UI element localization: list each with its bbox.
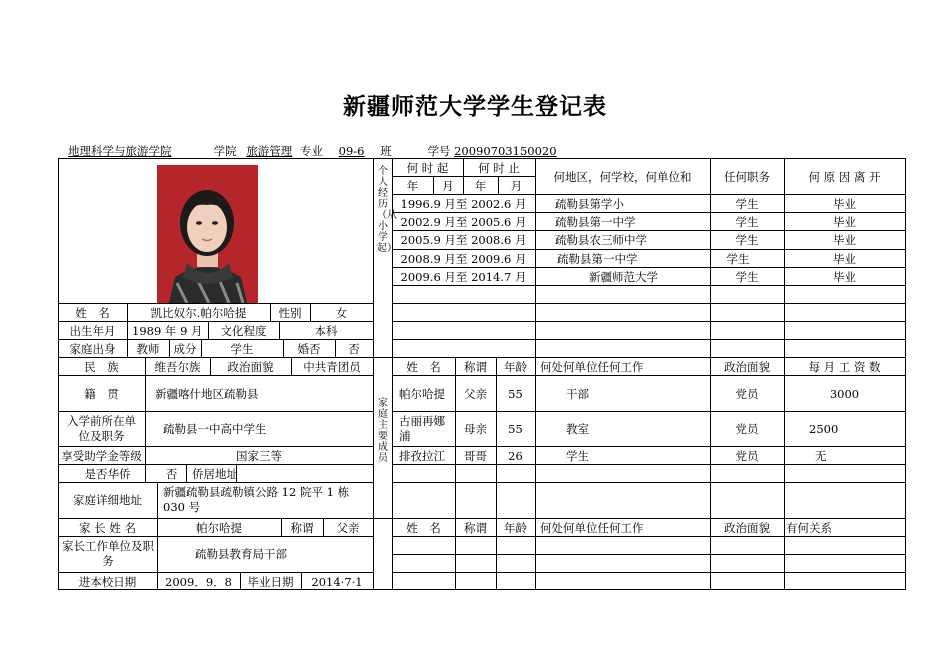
resume-row-place: 疏勒县第一中学	[557, 252, 638, 266]
edu-value: 本科	[314, 324, 338, 338]
parent-rel-value: 父亲	[336, 521, 360, 535]
family-salary-label: 每 月 工 资 数	[808, 360, 881, 374]
family-member-age: 55	[508, 422, 523, 436]
class-label: 班	[380, 144, 392, 158]
family-member-work: 教室	[566, 422, 589, 436]
prev-unit-value: 疏勒县一中高中学生	[163, 422, 267, 436]
family-side-label: 家庭主要成员	[378, 398, 388, 464]
overseas-value: 否	[165, 467, 178, 481]
birth-label: 出生年月	[69, 324, 116, 338]
family-member-rel: 哥哥	[464, 449, 487, 463]
personal-status-value: 学生	[230, 342, 254, 356]
resume-reason-label: 何 原 因 离 开	[808, 170, 881, 184]
family-member-salary: 3000	[829, 387, 860, 401]
resume-row-reason: 毕业	[833, 215, 856, 229]
name-value: 凯比奴尔.帕尔哈提	[150, 306, 247, 320]
class-value: 09-6	[338, 144, 365, 158]
resume-place-label: 何地区，何学校，何单位和	[553, 170, 692, 184]
resume-to-year: 年	[474, 179, 487, 193]
family-member-salary: 无	[815, 449, 827, 463]
relatives-relation-label: 有何关系	[786, 521, 832, 535]
graduate-label: 毕业日期	[247, 575, 294, 589]
family-origin-value: 教师	[136, 342, 160, 356]
resume-row-period: 2002.9 月至 2005.6 月	[400, 215, 527, 229]
resume-row-place: 疏勒县第学小	[555, 197, 624, 211]
family-member-salary: 2500	[809, 422, 839, 436]
enroll-value: 2009．9．8	[165, 575, 232, 589]
gender-value: 女	[335, 306, 348, 320]
family-member-political: 党员	[735, 422, 759, 436]
college-value: 地理科学与旅游学院	[68, 144, 172, 158]
personal-status-label: 成分	[173, 342, 197, 356]
resume-to-month: 月	[510, 179, 523, 193]
prev-unit-label: 入学前所在单位及职务	[67, 414, 136, 443]
resume-row-place: 疏勒县农三师中学	[555, 233, 647, 247]
family-member-work: 学生	[566, 449, 589, 463]
marriage-label: 婚否	[297, 342, 321, 356]
overseas-label: 是否华侨	[84, 467, 131, 481]
resume-from-label: 何 时 起	[406, 161, 449, 175]
ethnicity-value: 维吾尔族	[154, 360, 201, 374]
address-value: 新疆疏勒县疏勒镇公路 12 院平 1 栋 030 号	[163, 485, 350, 514]
birth-value: 1989 年 9 月	[132, 324, 203, 338]
ethnicity-label: 民 族	[84, 360, 119, 374]
family-member-name: 排孜拉江	[399, 449, 445, 463]
grant-value: 国家三等	[236, 449, 282, 463]
resume-row-period: 2008.9 月至 2009.6 月	[400, 252, 527, 266]
portrait-image	[157, 165, 258, 303]
relatives-work-label: 何处何单位任何工作	[540, 521, 644, 535]
grant-label: 享受助学金等级	[61, 449, 142, 463]
family-age-label: 年龄	[504, 360, 527, 374]
political-label: 政治面貌	[227, 360, 274, 374]
resume-to-label: 何 时 止	[478, 161, 520, 175]
student-no-label: 学号	[427, 144, 451, 158]
enroll-label: 进本校日期	[78, 575, 137, 589]
resume-row-role: 学生	[735, 270, 759, 284]
family-name-label: 姓 名	[406, 360, 441, 374]
family-member-name: 帕尔哈提	[399, 387, 445, 401]
resume-row-place: 疏勒县第一中学	[555, 215, 636, 229]
parent-work-value: 疏勒县教育局干部	[195, 547, 287, 561]
address-label: 家庭详细地址	[73, 493, 142, 507]
resume-from-month: 月	[442, 179, 454, 193]
relatives-rel-label: 称谓	[464, 521, 487, 535]
relatives-political-label: 政治面貌	[724, 521, 770, 535]
resume-row-reason: 毕业	[833, 233, 856, 247]
resume-row-role: 学生	[735, 233, 759, 247]
family-member-name: 古丽再娜浦	[399, 414, 445, 443]
parent-work-label: 家长工作单位及职务	[62, 539, 154, 568]
family-member-work: 干部	[566, 387, 589, 401]
family-member-age: 55	[508, 387, 523, 401]
resume-row-place: 新疆师范大学	[589, 270, 658, 284]
major-value: 旅游管理	[246, 144, 293, 158]
family-member-age: 26	[508, 449, 523, 463]
graduate-value: 2014·7·1	[311, 575, 363, 589]
parent-rel-label: 称谓	[290, 521, 314, 535]
family-member-rel: 父亲	[464, 387, 487, 401]
resume-row-reason: 毕业	[833, 197, 856, 211]
parent-name-label: 家 长 姓 名	[79, 521, 136, 535]
family-member-political: 党员	[735, 449, 759, 463]
family-member-rel: 母亲	[464, 422, 487, 436]
family-political-label: 政治面貌	[724, 360, 770, 374]
parent-name-value: 帕尔哈提	[196, 521, 242, 535]
resume-row-period: 2009.6 月至 2014.7 月	[400, 270, 527, 284]
resume-row-period: 2005.9 月至 2008.6 月	[400, 233, 527, 247]
political-value: 中共青团员	[303, 360, 361, 374]
resume-row-period: 1996.9 月至 2002.6 月	[400, 197, 527, 211]
resume-row-reason: 毕业	[833, 270, 856, 284]
resume-row-role: 学生	[735, 197, 759, 211]
college-label: 学院	[213, 144, 237, 158]
name-label: 姓 名	[75, 306, 110, 320]
edu-label: 文化程度	[220, 324, 267, 338]
resume-role-label: 任何职务	[724, 170, 770, 184]
native-label: 籍 贯	[84, 387, 119, 401]
gender-label: 性别	[278, 306, 302, 320]
family-origin-label: 家庭出身	[69, 342, 116, 356]
major-label: 专业	[299, 144, 323, 158]
relatives-age-label: 年龄	[504, 521, 527, 535]
resume-row-role: 学生	[726, 252, 750, 266]
relatives-name-label: 姓 名	[406, 521, 441, 535]
family-member-political: 党员	[735, 387, 759, 401]
resume-side-label: 个人经历（从小学起）	[377, 166, 397, 254]
family-work-label: 何处何单位任何工作	[540, 360, 644, 374]
marriage-value: 否	[348, 342, 360, 356]
resume-row-reason: 毕业	[833, 252, 856, 266]
student-photo	[157, 165, 258, 303]
page-title: 新疆师范大学学生登记表	[343, 93, 607, 120]
student-no-value: 20090703150020	[454, 144, 557, 158]
resume-from-year: 年	[406, 179, 419, 193]
overseas-addr-label: 侨居地址	[192, 467, 238, 481]
native-value: 新疆喀什地区疏勒县	[155, 387, 259, 401]
resume-row-role: 学生	[735, 215, 759, 229]
family-rel-label: 称谓	[464, 360, 487, 374]
